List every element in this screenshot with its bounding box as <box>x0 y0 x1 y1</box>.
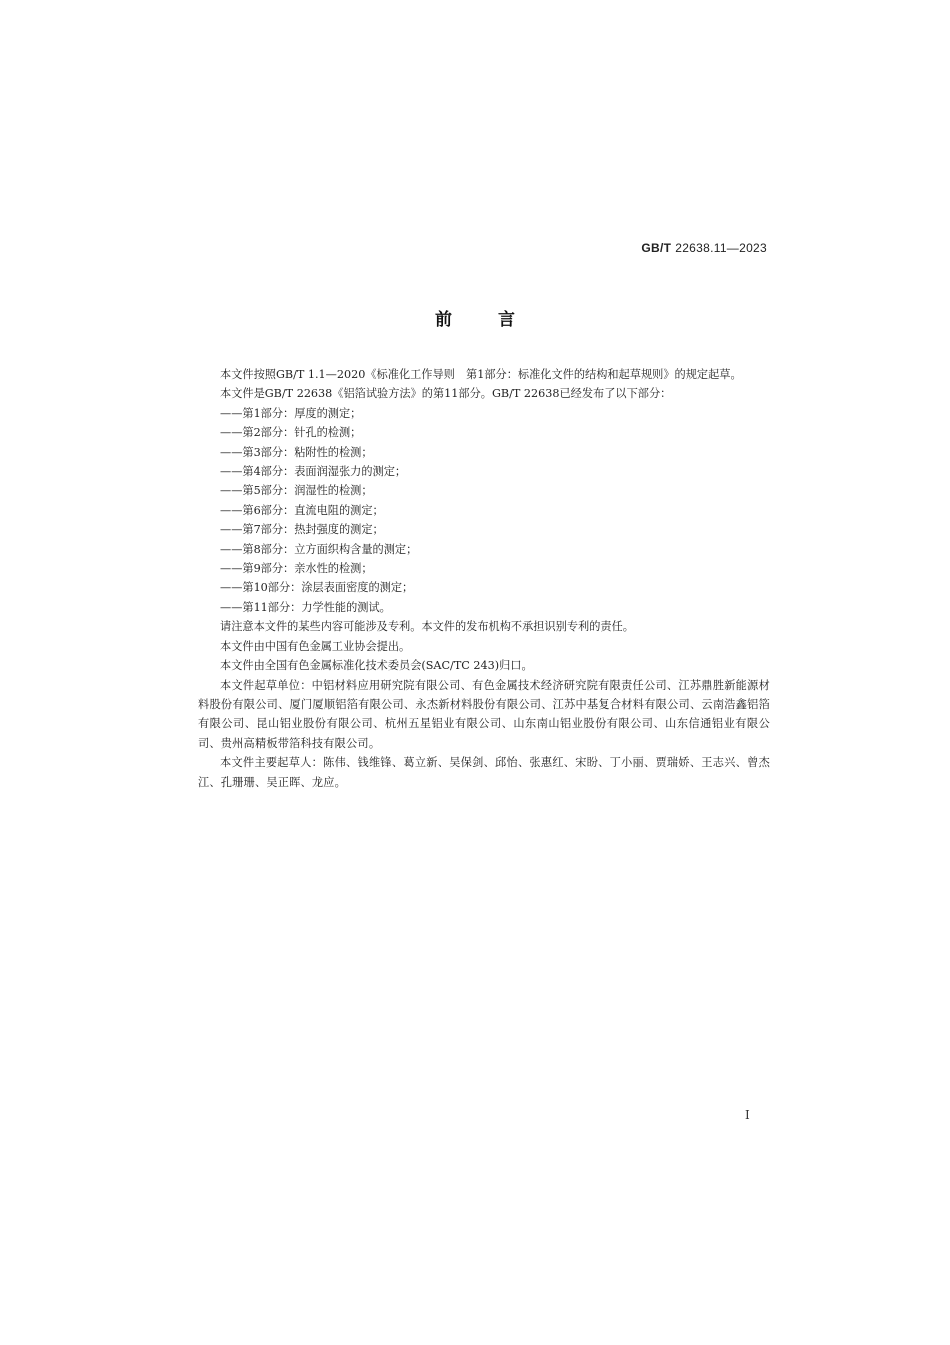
list-item: ——第6部分：直流电阻的测定； <box>220 503 384 517</box>
list-item: ——第5部分：润湿性的检测； <box>220 484 373 498</box>
paragraph-patent-notice: 请注意本文件的某些内容可能涉及专利。本文件的发布机构不承担识别专利的责任。 <box>220 620 634 634</box>
list-item: ——第10部分：涂层表面密度的测定； <box>220 581 414 595</box>
paragraph-series-intro: 本文件是GB/T 22638《铝箔试验方法》的第11部分。GB/T 22638已经发布了以下部分： <box>220 387 672 401</box>
list-item: ——第2部分：针孔的检测； <box>220 426 362 440</box>
page-title: 前言 <box>435 310 561 330</box>
list-item: ——第1部分：厚度的测定； <box>220 406 362 420</box>
list-item: ——第11部分：力学性能的测试。 <box>220 600 391 614</box>
paragraph-proposed-by: 本文件由中国有色金属工业协会提出。 <box>220 639 411 653</box>
foreword-body <box>198 365 770 792</box>
list-item: ——第9部分：亲水性的检测； <box>220 562 373 576</box>
paragraph-drafters: 本文件主要起草人：陈伟、钱维锋、葛立新、吴保剑、邱怡、张惠红、宋盼、丁小丽、贾瑞娇、王志兴、曾杰江、孔珊珊、吴正晖、龙应。 <box>198 756 770 789</box>
parts-list <box>198 404 770 617</box>
paragraph-drafting-rules: 本文件按照GB/T 1.1—2020《标准化工作导则 第1部分：标准化文件的结构和起草规则》的规定起草。 <box>220 368 742 381</box>
standard-code-number: 22638.11—2023 <box>675 241 767 255</box>
standard-code <box>641 241 767 255</box>
standard-code-prefix: GB/T <box>641 241 672 255</box>
list-item: ——第7部分：热封强度的测定； <box>220 523 384 537</box>
page-number: I <box>745 1108 750 1122</box>
list-item: ——第8部分：立方面织构含量的测定； <box>220 542 418 556</box>
paragraph-centralized-by: 本文件由全国有色金属标准化技术委员会(SAC/TC 243)归口。 <box>220 659 533 673</box>
list-item: ——第4部分：表面润湿张力的测定； <box>220 465 407 479</box>
list-item: ——第3部分：粘附性的检测； <box>220 445 373 459</box>
paragraph-drafting-units: 本文件起草单位：中铝材料应用研究院有限公司、有色金属技术经济研究院有限责任公司、江苏鼎胜新能源材料股份有限公司、厦门厦顺铝箔有限公司、永杰新材料股份有限公司、江苏中基复合材料有限公司、云南浩鑫铝箔有限公司、昆山铝业股份有限公司、杭州五星铝业有限公司、山东南山铝业股份有限公司、山东信通铝业有限公司、贵州高精板带箔科技有限公司。 <box>198 678 770 750</box>
